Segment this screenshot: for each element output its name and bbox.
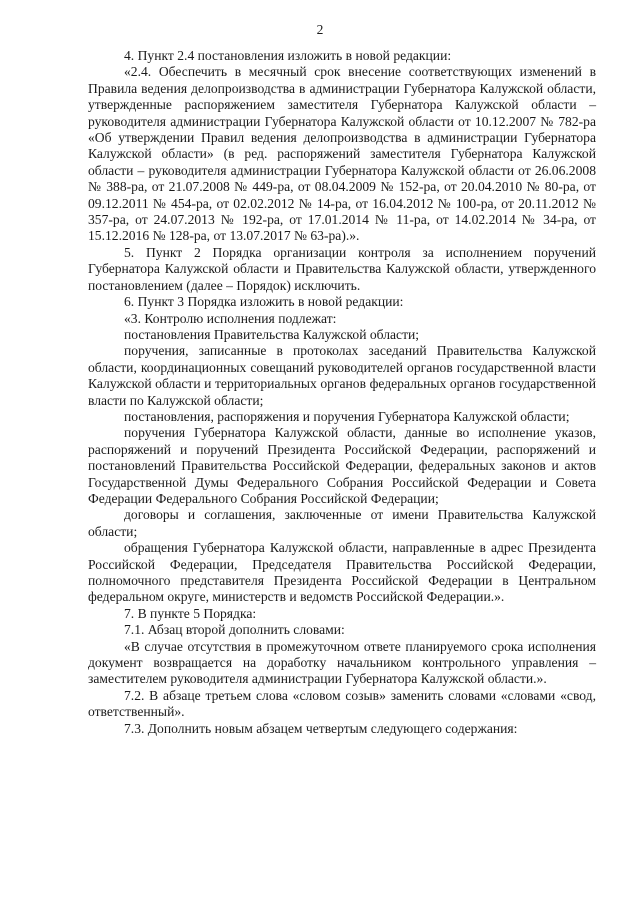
paragraph-quote: «В случае отсутствия в промежуточном ответе планируемого срока исполнения документ возвращается на доработку начальником контрольного управления – заместителем руководителя администрации Губернатора Калужской области.». bbox=[88, 638, 596, 687]
paragraph-list-item: постановления, распоряжения и поручения Губернатора Калужской области; bbox=[124, 408, 570, 424]
page-number: 2 bbox=[316, 22, 324, 37]
paragraph-item-7-1: 7.1. Абзац второй дополнить словами: bbox=[124, 622, 345, 638]
paragraph-item-4: 4. Пункт 2.4 постановления изложить в новой редакции: bbox=[124, 48, 452, 63]
paragraph-list-item: поручения, записанные в протоколах заседаний Правительства Калужской области, координационных совещаний руководителей органов государственной власти Калужской области и территориальных органов федеральных органов государственной власти по Калужской области; bbox=[88, 343, 596, 408]
paragraph-list-item: постановления Правительства Калужской области; bbox=[124, 326, 420, 342]
paragraph-item-5: 5. Пункт 2 Порядка организации контроля за исполнением поручений Губернатора Калужской области и Правительства Калужской области, утвержденного постановлением (далее – Порядок) исключить. bbox=[88, 244, 596, 293]
document-body bbox=[88, 48, 596, 737]
paragraph-list-item: договоры и соглашения, заключенные от имени Правительства Калужской области; bbox=[88, 507, 596, 539]
paragraph-item-7: 7. В пункте 5 Порядка: bbox=[124, 605, 257, 621]
paragraph-control-subject: «3. Контролю исполнения подлежат: bbox=[124, 310, 337, 326]
paragraph-list-item: обращения Губернатора Калужской области, направленные в адрес Президента Российской Федерации, Председателя Правительства Российской Федерации, полномочного представителя Президента Российской Федерации в Центральном федеральном округе, министерств и ведомств Российской Федерации.». bbox=[88, 540, 596, 605]
paragraph-item-7-2: 7.2. В абзаце третьем слова «словом созыв» заменить словами «словами «свод, ответственный». bbox=[88, 687, 596, 720]
paragraph-list-item: поручения Губернатора Калужской области, данные во исполнение указов, распоряжений и поручений Президента Российской Федерации, распоряжений и постановлений Правительства Российской Федерации, федеральных законов и актов Государственной Думы Федерального Собрания Российской Федерации и Совета Федерации Федерального Собрания Российской Федерации; bbox=[88, 425, 596, 506]
paragraph-item-2-4-text: «2.4. Обеспечить в месячный срок внесение соответствующих изменений в Правила ведения делопроизводства в администрации Губернатора Калужской области, утвержденные распоряжением заместителя Губернатора Калужской области – руководителя администрации Губернатора Калужской области от 10.12.2007 № 782-ра «Об утверждении Правил ведения делопроизводства в администрации Губернатора Калужской области» (в ред. распоряжений заместителя Губернатора Калужской области – руководителя администрации Губернатора Калужской области от 26.06.2008 № 388-ра, от 21.07.2008 № 449-ра, от 08.04.2009 № 152-ра, от 20.04.2010 № 80-ра, от 09.12.2011 № 454-ра, от 02.02.2012 № 14-ра, от 16.04.2012 № 100-ра, от 20.11.2012 № 357-ра, от 24.07.2013 № 192-ра, от 17.01.2014 № 11-ра, от 14.02.2014 № 34-ра, от 15.12.2016 № 128-ра, от 13.07.2017 № 63-ра).». bbox=[88, 64, 596, 244]
paragraph-item-7-3: 7.3. Дополнить новым абзацем четвертым следующего содержания: bbox=[124, 720, 518, 736]
paragraph-item-6: 6. Пункт 3 Порядка изложить в новой редакции: bbox=[124, 294, 404, 310]
